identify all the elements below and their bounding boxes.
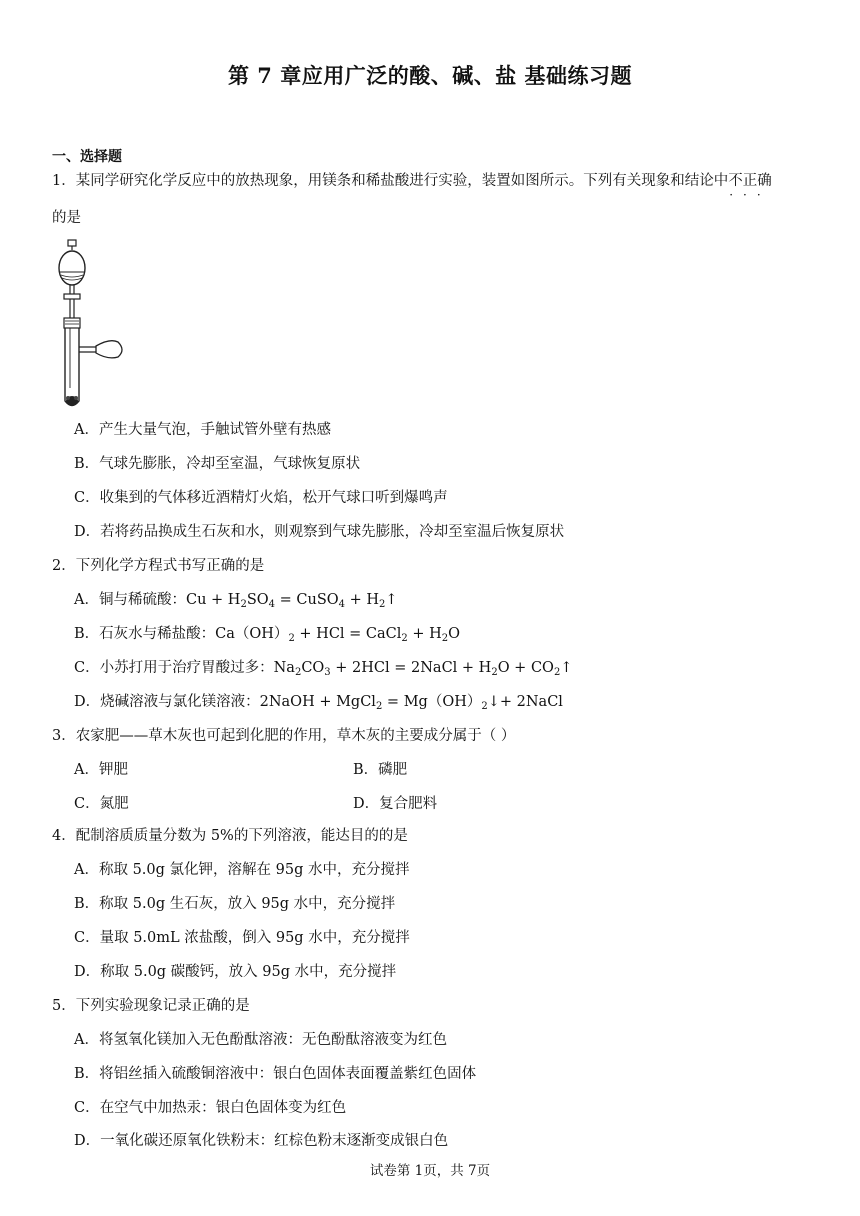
q3-option-c: C．氮肥 xyxy=(74,796,129,812)
q5-option-c: C．在空气中加热汞：银白色固体变为红色 xyxy=(74,1100,347,1116)
q1-option-a: A．产生大量气泡，手触试管外壁有热感 xyxy=(74,422,331,438)
q2-option-a-label: A．铜与稀硫酸： xyxy=(74,592,186,608)
question-1-text: 1．某同学研究化学反应中的放热现象，用镁条和稀盐酸进行实验，装置如图所示。下列有关现象和结论中 xyxy=(52,173,729,189)
question-2-text: 2．下列化学方程式书写正确的是 xyxy=(52,558,265,574)
question-1-text-cont: 的是 xyxy=(52,210,81,226)
q5-option-d: D．一氧化碳还原氧化铁粉末：红棕色粉末逐渐变成银白色 xyxy=(74,1133,449,1149)
q1-option-d: D．若将药品换成生石灰和水，则观察到气球先膨胀，冷却至室温后恢复原状 xyxy=(74,524,565,540)
page-title: 第 7 章应用广泛的酸、碱、盐 基础练习题 xyxy=(227,63,633,88)
question-4-text: 4．配制溶质质量分数为 5%的下列溶液，能达目的的是 xyxy=(52,828,408,844)
q2-option-c-label: C．小苏打用于治疗胃酸过多： xyxy=(74,660,274,676)
q3-option-a: A．钾肥 xyxy=(74,762,128,778)
question-1 xyxy=(52,171,772,191)
question-5-text: 5．下列实验现象记录正确的是 xyxy=(52,998,250,1014)
q2-option-c: C．小苏打用于治疗胃酸过多：$Na_2CO_3 + 2HCl$ = 2NaCl + $H_2O$ + $CO_2↑$ xyxy=(74,660,573,678)
q4-option-c: C．量取 5.0mL 浓盐酸，倒入 95g 水中，充分搅拌 xyxy=(74,930,410,946)
question-3-text: 3．农家肥——草木灰也可起到化肥的作用，草木灰的主要成分属于（ ） xyxy=(52,728,516,744)
q5-option-a: A．将氢氧化镁加入无色酚酞溶液：无色酚酞溶液变为红色 xyxy=(74,1032,447,1048)
q2-option-d-label: D．烧碱溶液与氯化镁溶液： xyxy=(74,694,260,710)
q4-option-a: A．称取 5.0g 氯化钾，溶解在 95g 水中，充分搅拌 xyxy=(74,862,410,878)
q1-option-b: B．气球先膨胀，冷却至室温，气球恢复原状 xyxy=(74,456,361,472)
q4-option-d: D．称取 5.0g 碳酸钙，放入 95g 水中，充分搅拌 xyxy=(74,964,397,980)
q1-option-c: C．收集到的气体移近酒精灯火焰，松开气球口听到爆鸣声 xyxy=(74,490,448,506)
q5-option-b: B．将铝丝插入硫酸铜溶液中：银白色固体表面覆盖紫红色固体 xyxy=(74,1066,477,1082)
q3-option-b: B．磷肥 xyxy=(353,762,408,778)
q3-option-d: D．复合肥料 xyxy=(353,796,438,812)
apparatus-figure xyxy=(52,238,132,414)
question-1-emphasis: 不正确 · · · xyxy=(728,173,772,189)
q2-option-a: A．铜与稀硫酸：$Cu + H_2SO_4$ = CuSO$_4$ + $H_2↑$ xyxy=(74,592,398,610)
section-heading: 一、选择题 xyxy=(52,149,122,165)
q4-option-b: B．称取 5.0g 生石灰，放入 95g 水中，充分搅拌 xyxy=(74,896,396,912)
q2-option-d: D．烧碱溶液与氯化镁溶液：2NaOH + MgCl$_2$ = $Mg(OH)_2↓+$ 2NaCl xyxy=(74,694,563,712)
page-footer: 试卷第 1页，共 7页 xyxy=(369,1163,491,1179)
q2-option-b-label: B．石灰水与稀盐酸： xyxy=(74,626,216,642)
q2-option-b: B．石灰水与稀盐酸：$Ca(OH)_2$ + HCl = CaCl$_2$ + $H_2O$ xyxy=(74,626,461,644)
